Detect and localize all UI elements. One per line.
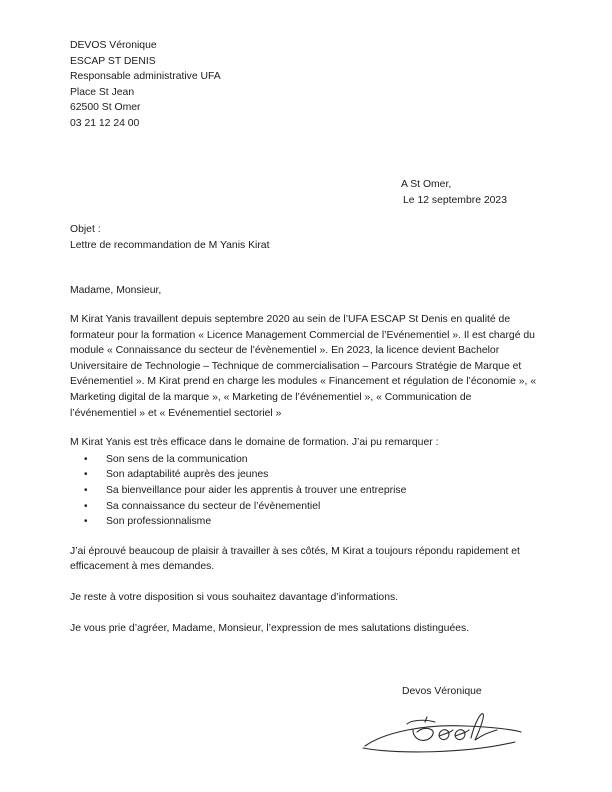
salutation-text: Madame, Monsieur, [70,285,162,296]
subject-block [70,222,269,253]
sender-address-block [70,38,221,132]
quality-text: Sa bienveillance pour aider les apprentis à trouver une entreprise [106,484,407,496]
bullet-icon: • [84,484,88,496]
sender-street: Place St Jean [70,86,135,98]
quality-text: Sa connaissance du secteur de l’évènementiel [106,500,321,512]
qualities-list [70,452,540,530]
letter-date: Le 12 septembre 2023 [403,194,507,206]
availability-paragraph: Je reste à votre disposition si vous souhaitez davantage d’informations. [70,591,399,603]
subject-label: Objet : [70,224,101,235]
bullet-icon: • [84,453,88,465]
letter-place: A St Omer, [401,179,452,190]
closing-paragraph: Je vous prie d’agréer, Madame, Monsieur, l’expression de mes salutations distinguées. [70,622,470,634]
qualities-intro: M Kirat Yanis est très efficace dans le domaine de formation. J’ai pu remarquer : [70,437,439,449]
sender-city: 62500 St Omer [70,102,141,114]
quality-text: Son professionnalisme [106,516,212,528]
place-date-block [401,177,507,208]
sender-organization: ESCAP ST DENIS [70,55,156,67]
list-item [84,483,540,499]
sender-phone: 03 21 12 24 00 [70,117,140,129]
bullet-icon: • [84,516,88,528]
sender-name: DEVOS Véronique [70,40,157,51]
letter-body [70,312,540,636]
salutation [70,283,161,299]
bullet-icon: • [84,500,88,512]
list-item [84,452,540,468]
signature-strokes [363,714,521,752]
list-item [84,514,540,530]
subject-text: Lettre de recommandation de M Yanis Kirat [70,239,270,251]
signer-name-block [402,684,482,700]
sender-role: Responsable administrative UFA [70,71,221,83]
handwritten-signature [355,702,525,762]
signer-name: Devos Véronique [402,686,482,697]
quality-text: Son adaptabilité auprès des jeunes [106,469,269,481]
bullet-icon: • [84,469,88,481]
list-item [84,499,540,515]
intro-paragraph: M Kirat Yanis travaillent depuis septembre 2020 au sein de l’UFA ESCAP St Denis en qualité de formateur pour la formation « Licence Management Commercial de l’Evénementiel ». Il est chargé du module « Connaissance du secteur de l’évènementiel ». En 2023, la licence devient Bachelor Universitaire de Technologie – Technique de commercialisation – Parcours Stratégie de Marque et Evénementiel ». M Kirat prend en charge les modules « Financement et régulation de l’économie », « Marketing digital de la marque », « Marketing de l’événementiel », « Communication de l’événementiel » et « Evénementiel sectoriel » [70,314,537,419]
quality-text: Son sens de la communication [106,453,248,465]
list-item [84,467,540,483]
pleasure-paragraph: J’ai éprouvé beaucoup de plaisir à travailler à ses côtés, M Kirat a toujours répondu rapidement et efficacement à mes demandes. [70,545,520,573]
